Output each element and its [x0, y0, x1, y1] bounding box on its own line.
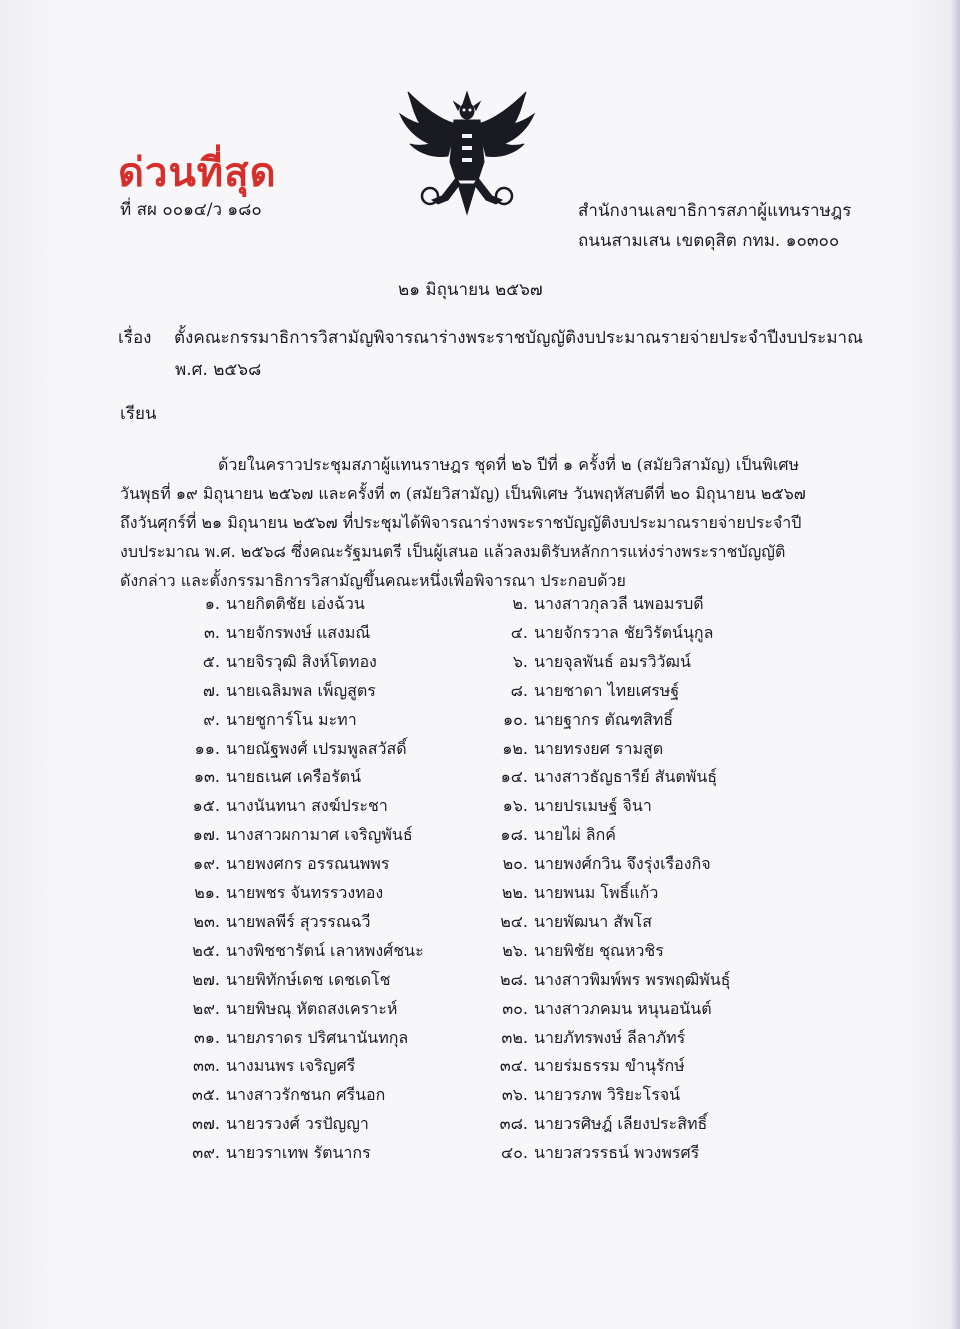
member-item: [486, 1052, 685, 1080]
member-number: ๑๗.: [192, 825, 220, 845]
member-item: [178, 1052, 355, 1080]
member-name: นายจิรวุฒิ สิงห์โตทอง: [226, 651, 377, 671]
member-number: ๑๔.: [500, 767, 528, 787]
member-item: [178, 1081, 385, 1109]
member-number: ๑๐.: [502, 709, 528, 729]
member-item: [178, 995, 397, 1023]
sender-street: ถนนสามเสน เขตดุสิต กทม. ๑๐๓๐๐: [578, 231, 840, 251]
member-number: ๑.: [204, 594, 220, 613]
member-name: นายทรงยศ รามสูต: [534, 738, 664, 758]
member-name: นางสาวธัญธารีย์ สันตพันธุ์: [534, 767, 718, 787]
salutation: เรียน: [120, 404, 157, 424]
member-name: นางมนพร เจริญศรี: [226, 1056, 356, 1076]
member-item: [178, 966, 390, 994]
member-number: ๓๐.: [502, 998, 528, 1018]
member-name: นายพิษณุ หัตถสงเคราะห์: [226, 998, 398, 1018]
member-item: [178, 908, 371, 936]
member-number: ๓๖.: [501, 1085, 528, 1105]
member-item: [486, 937, 664, 965]
member-number: ๒.: [512, 594, 528, 613]
member-number: ๒๕.: [192, 940, 220, 960]
member-item: [178, 706, 357, 734]
member-name: นางนันทนา สงฆ์ประชา: [226, 796, 388, 816]
member-name: นายพิทักษ์เดช เดชเดโช: [226, 969, 391, 989]
member-number: ๓๕.: [191, 1085, 220, 1105]
member-name: นายพชร จันทรรวงทอง: [226, 883, 384, 902]
member-name: นายชูการ์โน มะทา: [226, 709, 357, 729]
member-number: ๒๑.: [194, 883, 220, 902]
member-name: นายวรศิษฎ์ เลียงประสิทธิ์: [534, 1114, 708, 1134]
member-item: [486, 619, 713, 647]
document-number: ที่ สผ ๐๐๑๔/ว ๑๘๐: [120, 200, 262, 220]
member-number: ๑๑.: [194, 738, 220, 758]
member-name: นายวราเทพ รัตนากร: [226, 1143, 371, 1163]
member-name: นางสาวผกามาศ เจริญพันธ์: [226, 825, 413, 845]
member-number: ๔.: [510, 622, 528, 642]
member-number: ๓๑.: [193, 1027, 220, 1047]
member-number: ๒๓.: [193, 911, 220, 931]
member-name: นายร่มธรรม ขำนุรักษ์: [534, 1056, 685, 1076]
member-name: นางสาวพิมพ์พร พรพฤฒิพันธุ์: [534, 969, 731, 989]
member-item: [486, 1024, 685, 1052]
member-item: [178, 821, 413, 849]
member-item: [486, 1139, 699, 1167]
member-item: [486, 966, 730, 994]
member-name: นายจักรวาล ชัยวิรัตน์นุกูล: [534, 622, 714, 642]
member-number: ๒๐.: [502, 854, 528, 874]
member-name: นายพัฒนา สัพโส: [534, 911, 652, 931]
member-item: [486, 1110, 707, 1138]
body-line: งบประมาณ พ.ศ. ๒๕๖๘ ซึ่งคณะรัฐมนตรี เป็นผู้เสนอ แล้วลงมติรับหลักการแห่งร่างพระราชบัญญัติ: [120, 542, 786, 561]
body-line: ดังกล่าว และตั้งกรรมาธิการวิสามัญขึ้นคณะหนึ่งเพื่อพิจารณา ประกอบด้วย: [120, 571, 626, 590]
sender-office: สำนักงานเลขาธิการสภาผู้แทนราษฎร: [578, 201, 852, 221]
member-item: [178, 735, 407, 763]
member-number: ๒๖.: [502, 940, 528, 960]
member-item: [486, 706, 673, 734]
member-number: ๒๒.: [501, 883, 528, 902]
member-item: [178, 1139, 371, 1167]
member-name: นางสาวภคมน หนุนอนันต์: [534, 998, 712, 1018]
body-line: ด้วยในคราวประชุมสภาผู้แทนราษฎร ชุดที่ ๒๖ ปีที่ ๑ ครั้งที่ ๒ (สมัยวิสามัญ) เป็นพิเศษ: [218, 455, 800, 474]
member-name: นางสาวรักชนก ศรีนอก: [226, 1085, 386, 1105]
member-name: นายธเนศ เครือรัตน์: [226, 767, 362, 787]
member-name: นายณัฐพงศ์ เปรมพูลสวัสดิ์: [226, 738, 407, 758]
member-name: นายพงศ์กวิน จึงรุ่งเรืองกิจ: [534, 854, 711, 874]
garuda-emblem-icon: [392, 84, 542, 218]
member-number: ๕.: [202, 651, 220, 671]
member-number: ๒๘.: [500, 969, 528, 989]
member-number: ๑๓.: [193, 767, 220, 787]
subject-line-1: ตั้งคณะกรรมาธิการวิสามัญพิจารณาร่างพระราชบัญญัติงบประมาณรายจ่ายประจำปีงบประมาณ: [174, 328, 863, 348]
member-number: ๖.: [512, 651, 528, 671]
member-name: นายพิชัย ชุณหวชิร: [534, 940, 664, 960]
member-item: [486, 590, 704, 618]
member-name: นายภราดร ปริศนานันทกุล: [226, 1027, 409, 1047]
member-name: นายเฉลิมพล เพ็ญสูตร: [226, 680, 376, 700]
member-number: ๑๕.: [192, 796, 220, 816]
member-name: นายภัทรพงษ์ ลีลาภัทร์: [534, 1027, 686, 1047]
member-item: [486, 648, 691, 676]
member-item: [178, 763, 361, 791]
member-name: นายวรภพ วิริยะโรจน์: [534, 1085, 681, 1105]
member-name: นางสาวกุลวลี นพอมรบดี: [534, 594, 704, 613]
member-name: นายฐากร ตัณฑสิทธิ์: [534, 709, 674, 729]
urgency-stamp: ด่วนที่สุด: [118, 150, 277, 196]
document-date: ๒๑ มิถุนายน ๒๕๖๗: [398, 280, 543, 300]
member-item: [486, 908, 652, 936]
member-name: นายวสวรรธน์ พวงพรศรี: [534, 1143, 700, 1163]
member-name: นายจักรพงษ์ แสงมณี: [226, 622, 371, 642]
subject-block: [118, 322, 863, 386]
member-number: ๓๒.: [501, 1027, 528, 1047]
member-item: [178, 648, 377, 676]
member-name: นางพิชชารัตน์ เลาหพงศ์ชนะ: [226, 940, 424, 960]
member-number: ๒๙.: [192, 998, 220, 1018]
member-item: [178, 590, 365, 618]
member-number: ๑๘.: [500, 825, 528, 845]
member-number: ๔๐.: [501, 1143, 528, 1163]
member-number: ๓๘.: [499, 1114, 528, 1134]
member-item: [178, 1024, 408, 1052]
member-item: [178, 879, 383, 907]
member-name: นายวรวงศ์ วรปัญญา: [226, 1114, 369, 1134]
subject-label: เรื่อง: [118, 328, 152, 348]
member-name: นายจุลพันธ์ อมรวิวัฒน์: [534, 651, 691, 671]
sender-address: [578, 196, 851, 256]
member-item: [178, 850, 389, 878]
member-item: [178, 619, 370, 647]
member-item: [178, 1110, 369, 1138]
subject-line-2: พ.ศ. ๒๕๖๘: [175, 360, 262, 380]
member-number: ๒๔.: [500, 911, 528, 931]
member-item: [178, 677, 376, 705]
member-number: ๒๗.: [192, 969, 220, 989]
member-number: ๓๔.: [499, 1056, 528, 1076]
body-line: วันพุธที่ ๑๙ มิถุนายน ๒๕๖๗ และครั้งที่ ๓ (สมัยวิสามัญ) เป็นพิเศษ วันพฤหัสบดีที่ ๒๐ มิถุนายน ๒๕๖๗: [120, 484, 806, 503]
page-edge-shadow: [950, 0, 960, 1329]
member-name: นายชาดา ไทยเศรษฐ์: [534, 680, 680, 700]
member-item: [178, 792, 388, 820]
member-name: นายไผ่ ลิกค์: [534, 825, 616, 845]
member-item: [486, 995, 712, 1023]
member-number: ๑๙.: [193, 854, 220, 874]
member-item: [486, 850, 711, 878]
member-item: [486, 677, 679, 705]
member-number: ๗.: [202, 680, 220, 700]
member-number: ๘.: [510, 680, 528, 700]
member-item: [486, 1081, 680, 1109]
member-name: นายปรเมษฐ์ จินา: [534, 796, 652, 816]
member-number: ๑๒.: [502, 738, 528, 758]
member-name: นายพงศกร อรรณนพพร: [226, 854, 390, 874]
member-number: ๓๓.: [193, 1056, 220, 1076]
body-paragraph: [120, 450, 840, 595]
member-number: ๙.: [203, 709, 220, 729]
member-item: [486, 763, 717, 791]
member-number: ๑๖.: [502, 796, 528, 816]
member-item: [486, 735, 663, 763]
body-line: ถึงวันศุกร์ที่ ๒๑ มิถุนายน ๒๕๖๗ ที่ประชุมได้พิจารณาร่างพระราชบัญญัติงบประมาณรายจ่ายประจำปี: [120, 513, 802, 532]
member-name: นายกิตติชัย เอ่งฉ้วน: [226, 594, 365, 613]
member-item: [486, 821, 616, 849]
member-name: นายพนม โพธิ์แก้ว: [534, 883, 659, 902]
member-item: [486, 879, 658, 907]
member-number: ๓.: [203, 622, 220, 642]
member-name: นายพลพีร์ สุวรรณฉวี: [226, 911, 371, 931]
member-number: ๓๙.: [192, 1143, 220, 1163]
member-number: ๓๗.: [191, 1114, 220, 1134]
member-item: [486, 792, 652, 820]
member-item: [178, 937, 424, 965]
